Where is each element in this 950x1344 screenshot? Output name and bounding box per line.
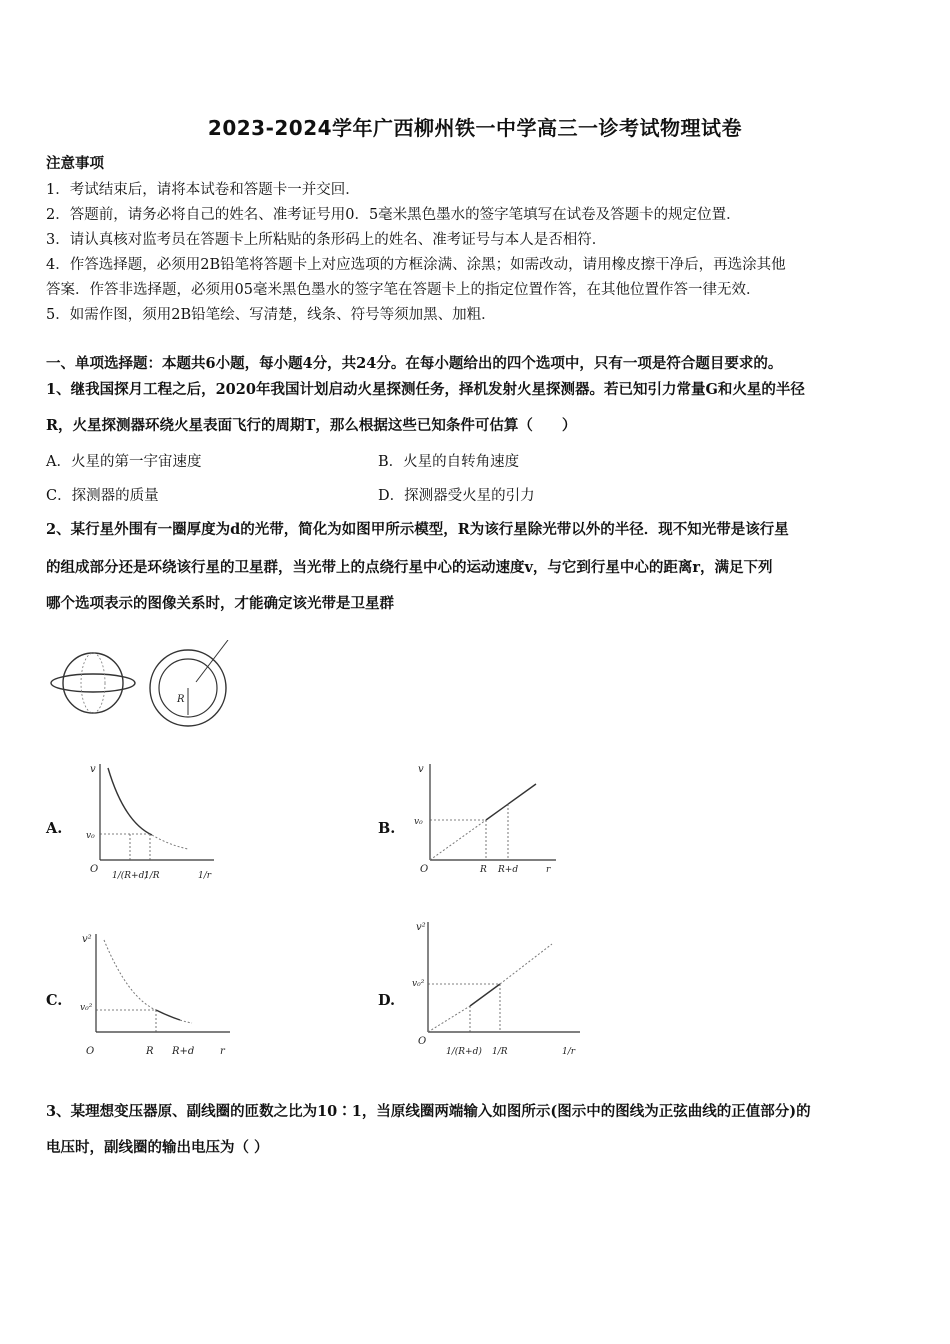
origin-label: O [86,1046,95,1057]
q1-text: 1、继我国探月工程之后，2020年我国计划启动火星探测任务，择机发射火星探测器。若已知引力常量G和火星的半径 [46,381,805,398]
y-tick-label: v₀ [414,817,423,827]
y-axis-label: v² [416,922,426,933]
ring-radius-label: R [177,694,185,705]
notice-item: 4．作答选择题，必须用2B铅笔将答题卡上对应选项的方框涂满、涂黑；如需改动，请用橡皮擦干净后，再选涂其他 [46,257,786,273]
q2-text: 2、某行星外围有一圈厚度为d的光带，简化为如图甲所示模型，R为该行星除光带以外的半径．现不知光带是该行星 [46,521,789,538]
q2-text: 哪个选项表示的图像关系时，才能确定该光带是卫星群 [46,595,394,612]
x-axis-end-label: 1/r [198,871,212,881]
notice-item: 3．请认真核对监考员在答题卡上所粘贴的条形码上的姓名、准考证号与本人是否相符． [46,232,607,248]
section-heading: 一、单项选择题：本题共6小题，每小题4分，共24分。在每小题给出的四个选项中，只有一项是符合题目要求的。 [46,355,783,372]
planet-ring-figure [46,640,246,735]
x-tick-label: R [146,1046,154,1057]
q1-option-a: A．火星的第一宇宙速度 [46,454,202,470]
y-tick-label: v₀² [80,1003,93,1013]
q2-option-a-label: A. [46,820,63,837]
y-tick-label: v₀ [86,831,95,841]
y-tick-label: v₀² [412,979,425,989]
q1-option-d: D．探测器受火星的引力 [378,488,535,504]
graph-d [410,914,585,1064]
q2-option-d-label: D. [378,992,396,1009]
graph-c [78,928,238,1063]
graph-a [84,760,224,890]
x-tick-label: 1/R [492,1047,508,1057]
page-title: 2023-2024学年广西柳州铁一中学高三一诊考试物理试卷 [207,116,743,140]
q2-option-b-label: B. [378,820,396,837]
x-tick-label: R+d [172,1046,195,1057]
x-tick-label: 1/R [144,871,160,881]
q2-option-c-label: C. [46,992,63,1009]
q2-text: 的组成部分还是环绕该行星的卫星群，当光带上的点绕行星中心的运动速度v，与它到行星中心的距离r，满足下列 [46,559,773,576]
x-tick-label: R [480,865,487,875]
q1-text: R，火星探测器环绕火星表面飞行的周期T，那么根据这些已知条件可估算（ ） [46,417,577,434]
x-tick-label: 1/(R+d) [446,1047,482,1057]
origin-label: O [420,864,429,875]
q3-text: 电压时，副线圈的输出电压为（ ） [46,1139,269,1156]
notice-item: 1．考试结束后，请将本试卷和答题卡一并交回． [46,182,360,198]
x-tick-label: R+d [498,865,519,875]
q3-text: 3、某理想变压器原、副线圈的匝数之比为10∶1，当原线圈两端输入如图所示(图示中的图线为正弦曲线的正值部分)的 [46,1103,811,1120]
origin-label: O [90,864,99,875]
origin-label: O [418,1036,427,1047]
q1-option-b: B．火星的自转角速度 [378,454,520,470]
y-axis-label: v [90,764,96,775]
notice-item: 5．如需作图，须用2B铅笔绘、写清楚，线条、符号等须加黑、加粗． [46,307,496,323]
x-tick-label: 1/(R+d) [112,871,148,881]
y-axis-label: v [418,764,424,775]
notice-item: 答案．作答非选择题，必须用05毫米黑色墨水的签字笔在答题卡上的指定位置作答，在其他位置作答一律无效． [46,282,761,298]
notice-heading: 注意事项 [46,155,104,172]
x-axis-end-label: r [220,1046,225,1057]
graph-b [410,760,560,890]
x-axis-end-label: 1/r [562,1047,576,1057]
q1-option-c: C．探测器的质量 [46,488,159,504]
y-axis-label: v² [82,934,92,945]
x-axis-end-label: r [546,865,551,875]
notice-item: 2．答题前，请务必将自己的姓名、准考证号用0．5毫米黑色墨水的签字笔填写在试卷及答题卡的规定位置． [46,207,741,223]
